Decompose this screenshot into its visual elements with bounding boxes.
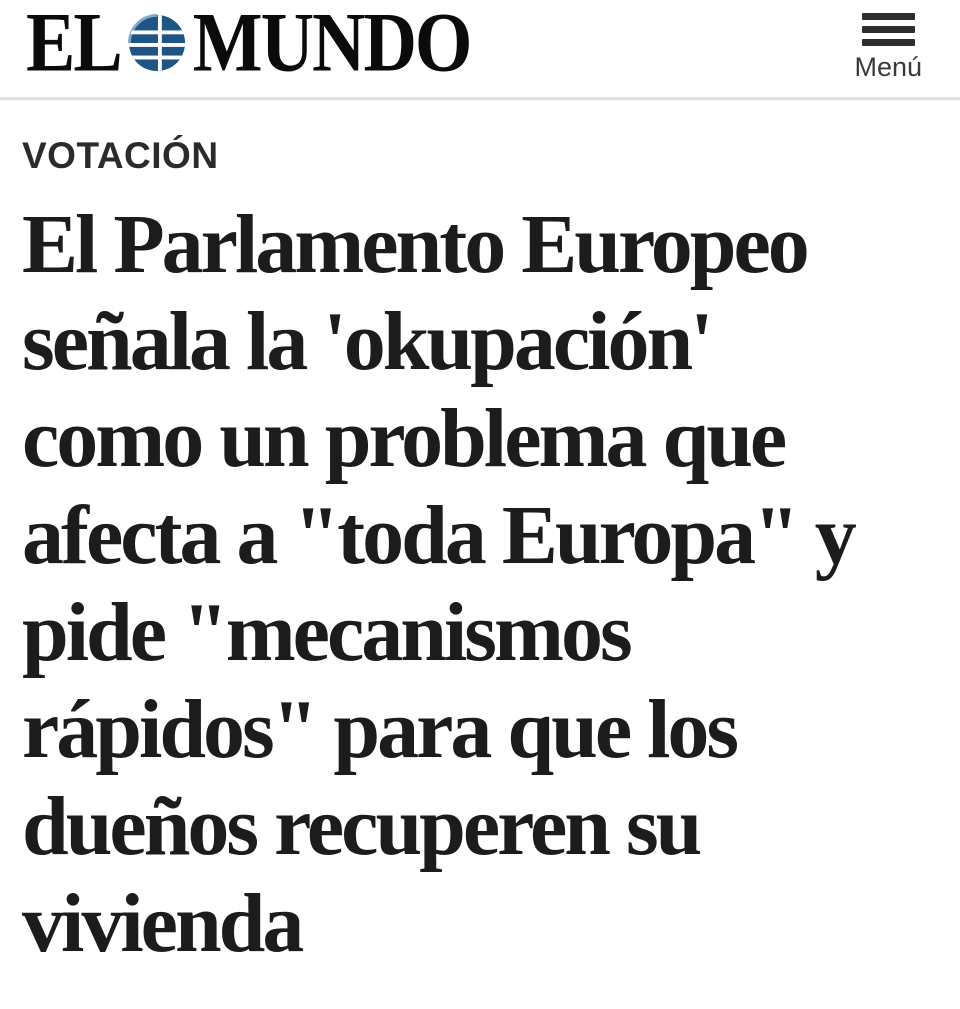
globe-icon xyxy=(128,14,186,72)
article xyxy=(0,137,960,972)
menu-button[interactable] xyxy=(854,13,922,81)
header-divider xyxy=(0,97,960,100)
headline-line: como un problema que xyxy=(22,392,785,485)
headline-line: afecta a "toda Europa" y xyxy=(22,489,854,582)
logo-text-el: EL xyxy=(26,0,121,90)
headline-line: dueños recuperen su xyxy=(22,780,700,873)
headline-line: rápidos" para que los xyxy=(22,683,737,776)
hamburger-icon xyxy=(862,13,915,46)
el-mundo-logo[interactable] xyxy=(26,0,471,90)
site-header xyxy=(0,0,960,97)
logo-text-mundo: MUNDO xyxy=(192,0,471,90)
headline-line: señala la 'okupación' xyxy=(22,295,711,388)
headline-line: pide "mecanismos xyxy=(22,586,630,679)
headline-line: El Parlamento Europeo xyxy=(22,198,807,291)
article-kicker: VOTACIÓN xyxy=(22,135,219,176)
menu-label: Menú xyxy=(854,52,922,82)
headline-line: vivienda xyxy=(22,877,302,970)
article-headline xyxy=(22,196,936,972)
